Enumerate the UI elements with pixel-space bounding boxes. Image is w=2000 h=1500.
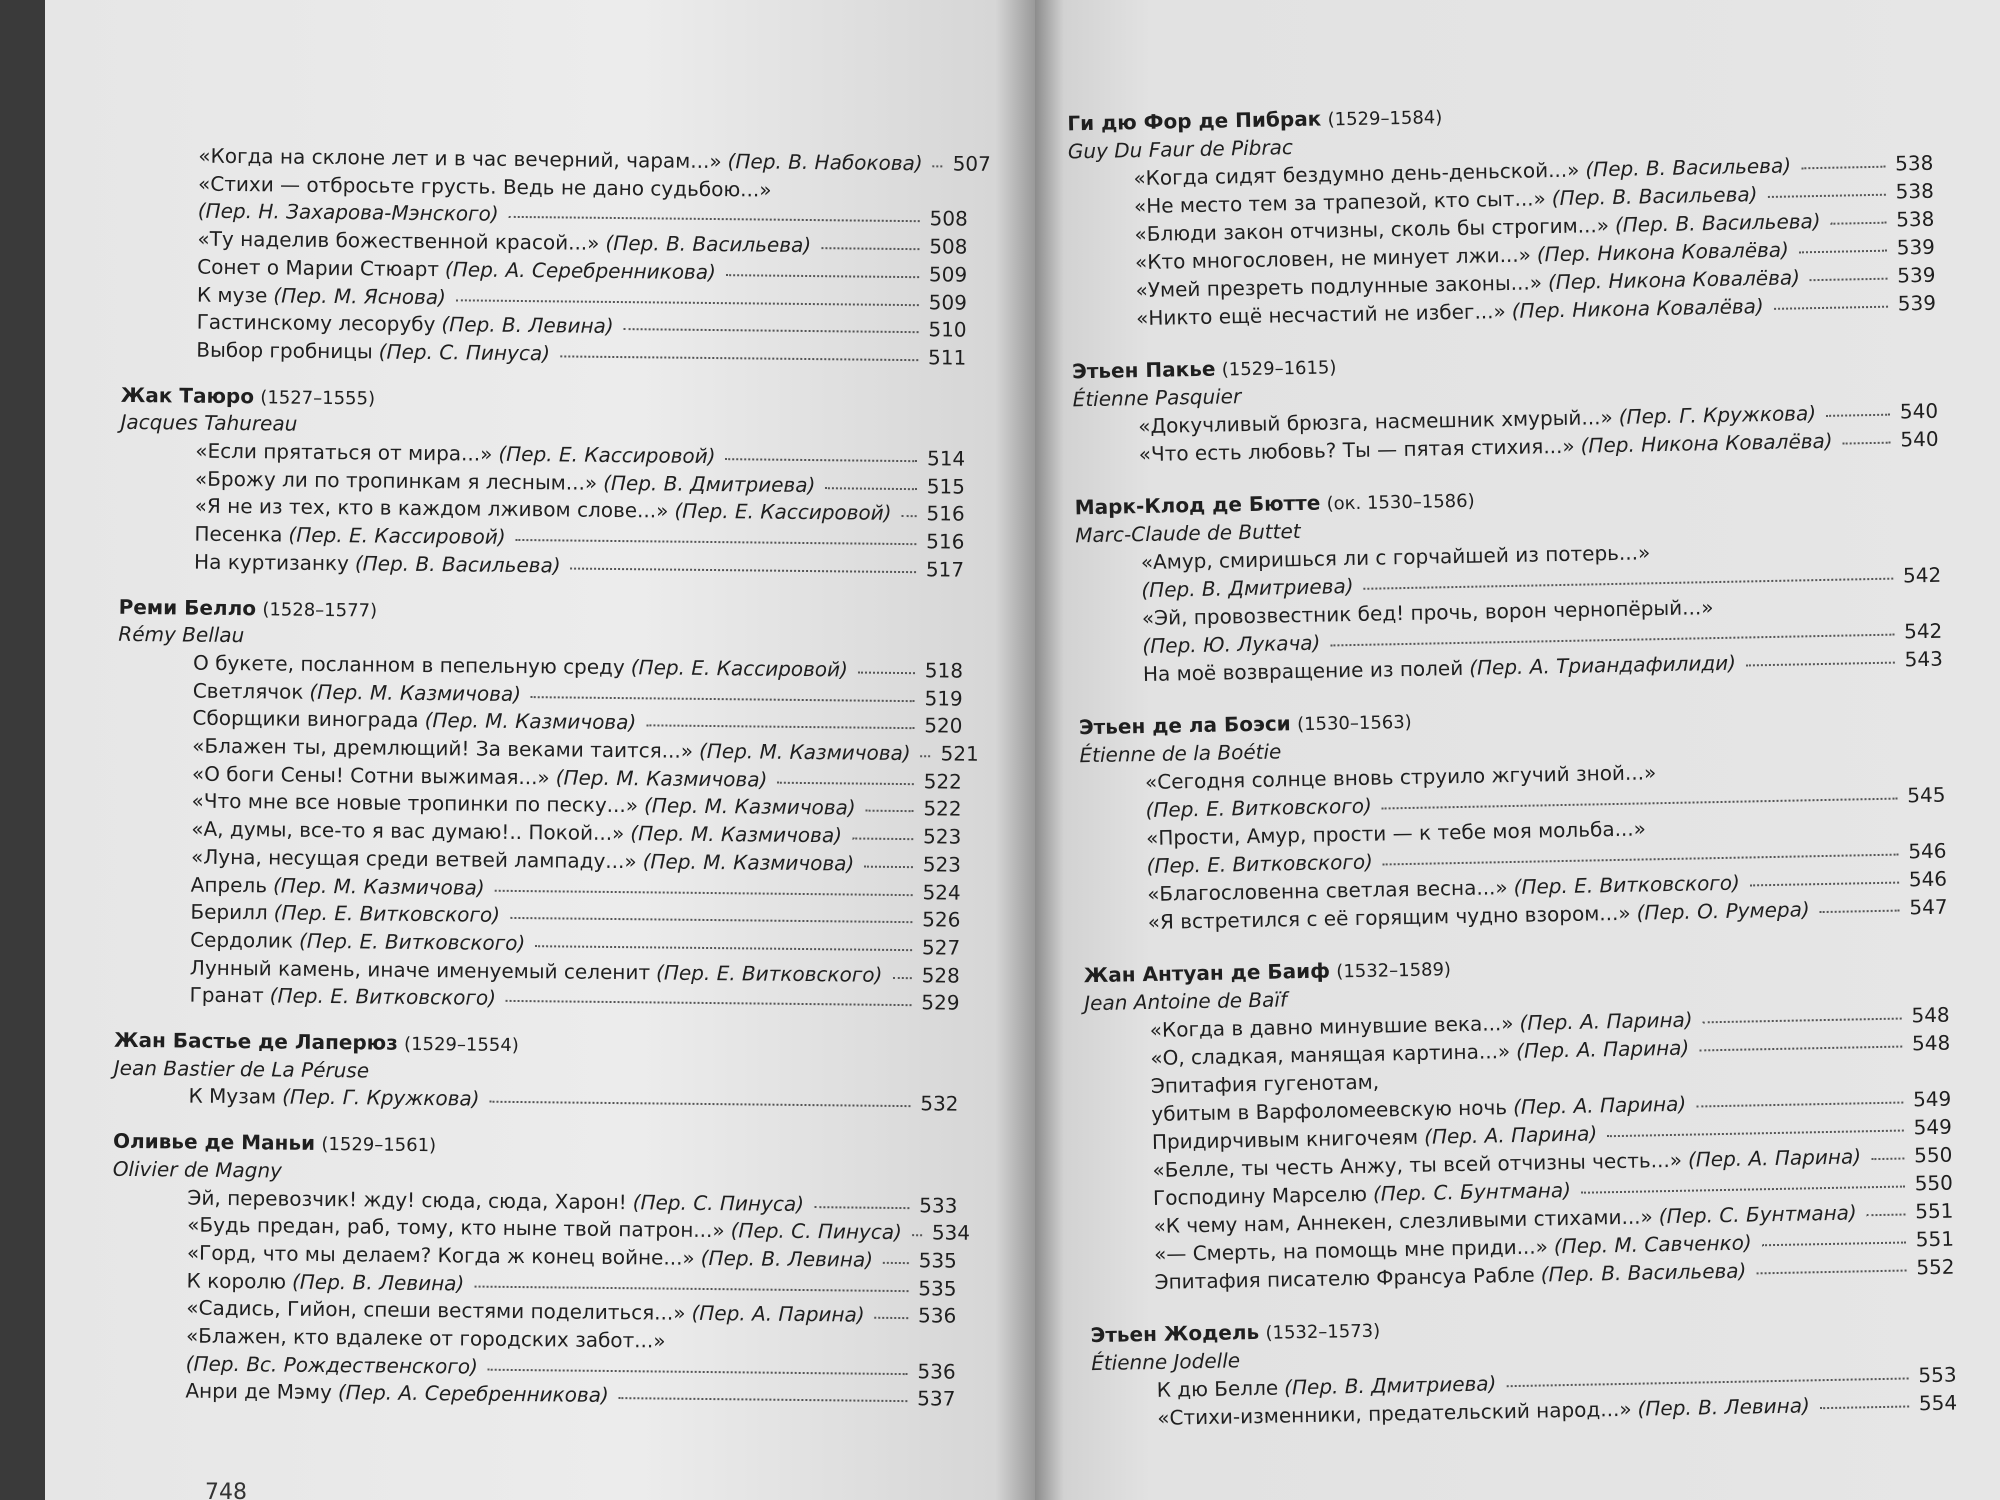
entry-translator: (Пер. А. Парина) bbox=[1423, 1121, 1598, 1149]
author-name: Этьен Пакье bbox=[1071, 356, 1216, 384]
entry-title: На куртизанку bbox=[194, 549, 350, 576]
entry-page-number: 542 bbox=[1902, 562, 1942, 588]
entry-translator: (Пер. В. Васильева) bbox=[354, 551, 561, 578]
entry-title: К Музам bbox=[188, 1083, 277, 1109]
entry-page-number: 550 bbox=[1913, 1142, 1953, 1168]
entry-title: На моё возвращение из полей bbox=[1142, 655, 1464, 687]
entry-translator: (Пер. О. Румера) bbox=[1636, 897, 1810, 925]
entry-translator: (Пер. В. Левина) bbox=[700, 1245, 874, 1272]
leader-dots bbox=[1607, 1128, 1904, 1138]
entry-title: «Когда на склоне лет и в час вечерний, чарам...» bbox=[198, 143, 722, 174]
entry-translator: (Пер. Е. Витковского) bbox=[1513, 870, 1741, 899]
entry-page-number: 538 bbox=[1895, 206, 1935, 232]
entry-translator: (Пер. М. Казмичова) bbox=[642, 849, 855, 876]
entry-translator: (Пер. В. Васильева) bbox=[605, 230, 812, 258]
entry-translator: (Пер. В. Левина) bbox=[441, 312, 614, 339]
entry-page-number: 508 bbox=[929, 206, 968, 232]
entry-page-number: 546 bbox=[1908, 838, 1947, 864]
leader-dots bbox=[571, 565, 916, 573]
entry-translator: (Пер. Е. Витковского) bbox=[269, 983, 497, 1011]
leader-dots bbox=[726, 272, 919, 278]
entry-title: «Стихи — отбросьте грусть. Ведь не дано судьбою...» bbox=[197, 171, 772, 202]
author-original-name: Olivier de Magny bbox=[112, 1156, 283, 1183]
entry-title: Сердолик bbox=[190, 927, 294, 953]
entry-translator: (Пер. А. Триандафилиди) bbox=[1468, 650, 1737, 680]
leader-dots bbox=[1799, 248, 1887, 254]
entry-page-number: 551 bbox=[1915, 1226, 1955, 1252]
entry-title: «Амур, смиришься ли с горчайшей из потерь...» bbox=[1140, 540, 1651, 575]
leader-dots bbox=[1820, 908, 1900, 914]
entry-translator: (Пер. М. Казмичова) bbox=[698, 738, 911, 766]
author-years: (1532–1573) bbox=[1265, 1320, 1381, 1344]
leader-dots bbox=[1762, 1240, 1906, 1247]
entry-page-number: 524 bbox=[922, 879, 961, 905]
entry-page-number: 511 bbox=[927, 345, 967, 370]
leader-dots bbox=[1810, 276, 1887, 281]
entry-title: «К чему нам, Аннекен, слезливыми стихами...» bbox=[1153, 1204, 1653, 1238]
entry-page-number: 549 bbox=[1913, 1114, 1953, 1140]
entry-translator: (Пер. Г. Кружкова) bbox=[1618, 401, 1817, 429]
entry-title: К дю Белле bbox=[1156, 1375, 1279, 1402]
entry-title: Сонет о Марии Стюарт bbox=[197, 254, 440, 281]
author-years: (1528–1577) bbox=[262, 598, 378, 622]
entry-title: «Эй, провозвестник бед! прочь, ворон чернопёрый...» bbox=[1141, 595, 1714, 631]
leader-dots bbox=[933, 163, 943, 167]
entry-translator: (Пер. М. Казмичова) bbox=[643, 793, 856, 820]
entry-translator: (Пер. Е. Кассировой) bbox=[674, 499, 892, 526]
entry-title: Апрель bbox=[190, 872, 268, 897]
entry-title: «О боги Сены! Сотни выжимая...» bbox=[191, 761, 550, 790]
entry-title: «Луна, несущая среди ветвей лампаду...» bbox=[190, 844, 637, 874]
entry-translator: (Пер. Е. Витковского) bbox=[298, 928, 526, 955]
entry-translator: (Пер. М. Казмичова) bbox=[630, 821, 843, 848]
entry-title: «Сегодня солнце вновь струило жгучий зной...» bbox=[1144, 760, 1657, 795]
left-page bbox=[45, 0, 1035, 1500]
entry-translator: (Пер. М. Казмичова) bbox=[424, 708, 637, 735]
entry-page-number: 529 bbox=[921, 990, 960, 1015]
entry-page-number: 537 bbox=[917, 1386, 956, 1412]
entry-title: «Будь предан, раб, тому, кто ныне твой патрон...» bbox=[187, 1212, 725, 1243]
leader-dots bbox=[1767, 192, 1885, 198]
entry-translator: (Пер. В. Васильева) bbox=[1540, 1258, 1747, 1287]
entry-title: «Когда в давно минувшие века...» bbox=[1149, 1011, 1514, 1042]
leader-dots bbox=[825, 485, 916, 490]
entry-title: Эпитафия писателю Франсуа Рабле bbox=[1154, 1262, 1535, 1294]
entry-translator: (Пер. Никона Ковалёва) bbox=[1511, 294, 1764, 323]
leader-dots bbox=[1699, 1044, 1902, 1052]
author-name: Этьен Жодель bbox=[1090, 1319, 1260, 1348]
entry-translator: (Пер. Н. Захарова-Мэнского) bbox=[197, 199, 499, 227]
entry-page-number: 545 bbox=[1907, 782, 1946, 808]
entry-title: «Брожу ли по тропинкам я лесным...» bbox=[194, 466, 598, 495]
entry-translator: (Пер. А. Парина) bbox=[1519, 1007, 1693, 1035]
leader-dots bbox=[495, 887, 913, 895]
leader-dots bbox=[619, 1395, 907, 1402]
author-original-name: Étienne de la Boétie bbox=[1079, 739, 1282, 768]
entry-page-number: 540 bbox=[1900, 426, 1939, 452]
entry-page-number: 548 bbox=[1911, 1030, 1951, 1056]
leader-dots bbox=[1831, 220, 1887, 225]
author-name: Марк-Клод де Бютте bbox=[1074, 490, 1321, 520]
entry-translator: (Пер. С. Пинуса) bbox=[378, 339, 551, 366]
entry-page-number: 554 bbox=[1918, 1390, 1958, 1416]
entry-title: Эпитафия гугенотам, bbox=[1150, 1069, 1380, 1098]
leader-dots bbox=[1506, 1375, 1908, 1387]
leader-dots bbox=[489, 1099, 910, 1107]
entry-page-number: 527 bbox=[921, 935, 961, 960]
author-name: Ги дю Фор де Пибрак bbox=[1067, 106, 1322, 136]
leader-dots bbox=[821, 245, 919, 250]
leader-dots bbox=[912, 1232, 922, 1236]
entry-page-number: 520 bbox=[924, 713, 963, 738]
author-name: Реми Белло bbox=[118, 594, 257, 620]
entry-translator: (Пер. Никона Ковалёва) bbox=[1580, 428, 1833, 458]
leader-dots bbox=[1383, 852, 1899, 866]
entry-translator: (Пер. Е. Кассировой) bbox=[630, 655, 849, 682]
leader-dots bbox=[921, 753, 931, 757]
entry-translator: (Пер. А. Парина) bbox=[1512, 1091, 1687, 1120]
entry-page-number: 516 bbox=[926, 529, 965, 554]
author-original-name: Jean Bastier de La Péruse bbox=[113, 1055, 370, 1083]
entry-translator: (Пер. Е. Витковского) bbox=[1146, 849, 1374, 879]
leader-dots bbox=[509, 214, 920, 222]
leader-dots bbox=[474, 1283, 908, 1292]
entry-page-number: 546 bbox=[1908, 866, 1948, 892]
entry-translator: (Пер. С. Бунтмана) bbox=[1372, 1177, 1572, 1206]
entry-page-number: 543 bbox=[1904, 646, 1944, 672]
entry-translator: (Пер. А. Парина) bbox=[691, 1301, 865, 1327]
entry-title: «Горд, что мы делаем? Когда ж конец войне...» bbox=[186, 1240, 695, 1270]
right-page bbox=[1035, 0, 2000, 1500]
entry-translator: (Пер. С. Пинуса) bbox=[632, 1189, 805, 1216]
entry-page-number: 521 bbox=[940, 741, 979, 766]
leader-dots bbox=[1801, 164, 1885, 170]
leader-dots bbox=[875, 1315, 909, 1319]
entry-title: «Благословенна светлая весна...» bbox=[1146, 875, 1508, 907]
toc-entry[interactable] bbox=[188, 1082, 958, 1118]
entry-translator: (Пер. М. Савченко) bbox=[1553, 1230, 1752, 1259]
leader-dots bbox=[531, 694, 915, 702]
page-folio: 748 bbox=[205, 1480, 247, 1500]
leader-dots bbox=[1382, 796, 1898, 810]
leader-dots bbox=[883, 1260, 909, 1264]
entry-translator: (Пер. М. Казмичова) bbox=[555, 765, 768, 792]
leader-dots bbox=[852, 836, 913, 841]
entry-title: Светлячок bbox=[192, 678, 304, 704]
leader-dots bbox=[892, 975, 911, 979]
author-years: (1529–1561) bbox=[321, 1134, 437, 1157]
entry-page-number: 539 bbox=[1897, 290, 1937, 316]
entry-page-number: 526 bbox=[922, 907, 961, 932]
entry-title: К королю bbox=[186, 1268, 287, 1294]
entry-title: Песенка bbox=[194, 521, 283, 547]
leader-dots bbox=[535, 943, 912, 951]
entry-title: «О, сладкая, манящая картина...» bbox=[1150, 1039, 1511, 1070]
entry-translator: (Пер. В. Васильева) bbox=[1585, 153, 1792, 182]
entry-translator: (Пер. В. Васильева) bbox=[1614, 208, 1821, 237]
entry-page-number: 535 bbox=[918, 1275, 957, 1301]
entry-title: убитым в Варфоломеевскую ночь bbox=[1151, 1095, 1508, 1126]
leader-dots bbox=[1330, 632, 1894, 647]
author-years: (ок. 1530–1586) bbox=[1326, 490, 1475, 515]
entry-title: Придирчивым книгочеям bbox=[1151, 1124, 1419, 1154]
entry-translator: (Пер. В. Левина) bbox=[291, 1269, 465, 1296]
entry-translator: (Пер. Е. Витковского) bbox=[655, 960, 883, 987]
entry-translator: (Пер. С. Пинуса) bbox=[730, 1218, 903, 1245]
entry-title: «Блюди закон отчизны, сколь бы строгим...» bbox=[1134, 213, 1610, 247]
entry-translator: (Пер. В. Левина) bbox=[1637, 1393, 1811, 1421]
entry-title: Эй, перевозчик! жду! сюда, сюда, Харон! bbox=[187, 1185, 627, 1214]
leader-dots bbox=[510, 915, 912, 923]
author-name: Жак Таюро bbox=[120, 382, 255, 408]
leader-dots bbox=[1750, 880, 1899, 887]
entry-title: Лунный камень, иначе именуемый селенит bbox=[189, 955, 651, 984]
entry-title: Берилл bbox=[190, 899, 268, 925]
leader-dots bbox=[814, 1204, 909, 1209]
entry-title: «— Смерть, на помощь мне приди...» bbox=[1153, 1234, 1549, 1266]
entry-page-number: 549 bbox=[1912, 1086, 1952, 1112]
entry-title: К музе bbox=[196, 282, 268, 307]
left-toc bbox=[45, 0, 1035, 1500]
entry-title: Сборщики винограда bbox=[192, 705, 419, 733]
entry-title: «Ту наделив божественной красой...» bbox=[197, 226, 600, 255]
entry-page-number: 516 bbox=[926, 501, 965, 527]
entry-title: «Прости, Амур, прости — к тебе моя мольба...» bbox=[1145, 816, 1647, 851]
entry-title: «Белле, ты честь Анжу, ты всей отчизны честь...» bbox=[1152, 1147, 1683, 1182]
entry-title: «Умей презреть подлунные законы...» bbox=[1135, 270, 1543, 303]
entry-translator: (Пер. В. Дмитриева) bbox=[1283, 1371, 1497, 1400]
entry-page-number: 519 bbox=[924, 685, 963, 711]
entry-page-number: 539 bbox=[1897, 262, 1936, 288]
entry-page-number: 533 bbox=[919, 1192, 958, 1218]
author-years: (1532–1589) bbox=[1336, 959, 1452, 983]
entry-page-number: 518 bbox=[924, 658, 964, 683]
entry-translator: (Пер. Никона Ковалёва) bbox=[1547, 265, 1801, 295]
entry-page-number: 553 bbox=[1918, 1362, 1957, 1388]
leader-dots bbox=[1826, 412, 1890, 417]
entry-page-number: 510 bbox=[928, 317, 967, 342]
entry-page-number: 536 bbox=[917, 1358, 956, 1384]
entry-translator: (Пер. А. Парина) bbox=[1515, 1035, 1690, 1063]
leader-dots bbox=[488, 1366, 908, 1374]
author-original-name: Rémy Bellau bbox=[118, 621, 245, 648]
entry-page-number: 528 bbox=[921, 962, 960, 988]
entry-title: «Не место тем за трапезой, кто сыт...» bbox=[1133, 186, 1546, 219]
leader-dots bbox=[864, 863, 913, 868]
entry-title: «Я встретился с её горящим чудно взором...» bbox=[1147, 900, 1631, 935]
entry-page-number: 535 bbox=[918, 1248, 957, 1273]
leader-dots bbox=[624, 326, 919, 333]
entry-title: «Я не из тех, кто в каждом лживом слове...» bbox=[194, 493, 669, 523]
author-original-name: Marc-Claude de Buttet bbox=[1075, 519, 1301, 548]
entry-title: Анри де Мэму bbox=[185, 1378, 333, 1405]
entry-translator: (Пер. М. Казмичова) bbox=[272, 872, 485, 900]
entry-page-number: 542 bbox=[1903, 618, 1943, 644]
author-original-name: Jean Antoine de Baïf bbox=[1084, 987, 1288, 1016]
entry-translator: (Пер. В. Дмитриева) bbox=[603, 470, 816, 497]
leader-dots bbox=[1820, 1403, 1909, 1409]
leader-dots bbox=[456, 297, 919, 306]
entry-title: Господину Марселю bbox=[1152, 1181, 1368, 1210]
author-name: Жан Бастье де Лаперюз bbox=[113, 1027, 398, 1055]
entry-page-number: 540 bbox=[1899, 398, 1939, 424]
author-years: (1529–1584) bbox=[1327, 107, 1443, 131]
entry-page-number: 539 bbox=[1896, 234, 1936, 260]
entry-translator: (Пер. М. Казмичова) bbox=[309, 679, 522, 706]
leader-dots bbox=[901, 513, 916, 517]
entry-translator: (Пер. Е. Витковского) bbox=[273, 900, 501, 928]
entry-title: Выбор гробницы bbox=[196, 337, 373, 364]
entry-translator: (Пер. Е. Витковского) bbox=[1145, 793, 1373, 823]
entry-translator: (Пер. В. Набокова) bbox=[727, 149, 923, 176]
author-years: (1529–1615) bbox=[1221, 357, 1337, 381]
entry-title: О букете, посланном в пепельную среду bbox=[192, 650, 625, 679]
entry-title: «Садись, Гийон, спеши вестями поделиться...» bbox=[186, 1295, 686, 1326]
entry-translator: (Пер. М. Яснова) bbox=[273, 282, 447, 309]
entry-translator: (Пер. С. Бунтмана) bbox=[1658, 1200, 1857, 1229]
leader-dots bbox=[1581, 1184, 1905, 1194]
entry-translator: (Пер. Вс. Рождественского) bbox=[185, 1351, 478, 1379]
author-years: (1529–1554) bbox=[404, 1033, 519, 1057]
leader-dots bbox=[646, 723, 914, 730]
entry-page-number: 532 bbox=[920, 1091, 959, 1117]
leader-dots bbox=[1364, 576, 1894, 590]
leader-dots bbox=[777, 779, 913, 784]
leader-dots bbox=[516, 537, 917, 545]
leader-dots bbox=[1774, 304, 1888, 310]
right-toc bbox=[1035, 0, 2000, 1500]
entry-page-number: 552 bbox=[1916, 1254, 1955, 1280]
entry-page-number: 509 bbox=[928, 262, 968, 287]
author-name: Этьен де ла Боэси bbox=[1078, 711, 1291, 740]
entry-translator: (Пер. Е. Кассировой) bbox=[498, 441, 716, 469]
leader-dots bbox=[1867, 1212, 1906, 1217]
entry-title: «Когда сидят бездумно день-деньской...» bbox=[1133, 157, 1580, 191]
leader-dots bbox=[1843, 440, 1891, 445]
entry-translator: (Пер. Е. Кассировой) bbox=[288, 522, 506, 549]
leader-dots bbox=[866, 808, 914, 812]
entry-translator: (Пер. Никона Ковалёва) bbox=[1536, 237, 1790, 267]
entry-page-number: 514 bbox=[926, 446, 966, 471]
entry-title: «Что есть любовь? Ты — пятая стихия...» bbox=[1138, 433, 1575, 467]
author-name: Жан Антуан де Баиф bbox=[1083, 958, 1331, 988]
leader-dots bbox=[506, 998, 911, 1006]
leader-dots bbox=[1756, 1268, 1906, 1275]
entry-title: Гастинскому лесорубу bbox=[196, 309, 436, 337]
entry-translator: (Пер. А. Серебренникова) bbox=[444, 257, 716, 284]
entry-page-number: 548 bbox=[1911, 1002, 1950, 1028]
entry-title: «Если прятаться от мира...» bbox=[195, 438, 493, 466]
entry-page-number: 517 bbox=[925, 557, 965, 582]
author-original-name: Étienne Jodelle bbox=[1090, 1348, 1241, 1376]
entry-page-number: 550 bbox=[1914, 1170, 1954, 1196]
leader-dots bbox=[858, 669, 915, 674]
entry-page-number: 538 bbox=[1895, 178, 1935, 204]
entry-page-number: 534 bbox=[931, 1220, 971, 1245]
leader-dots bbox=[1871, 1156, 1904, 1161]
entry-page-number: 515 bbox=[926, 473, 966, 499]
entry-page-number: 547 bbox=[1909, 894, 1948, 920]
entry-translator: (Пер. В. Васильева) bbox=[1551, 182, 1758, 211]
entry-title: «А, думы, все-то я вас думаю!.. Покой...» bbox=[191, 816, 625, 846]
entry-page-number: 536 bbox=[917, 1303, 957, 1328]
entry-translator: (Пер. Ю. Лукача) bbox=[1142, 630, 1321, 659]
leader-dots bbox=[1746, 660, 1895, 667]
entry-page-number: 522 bbox=[923, 768, 962, 794]
entry-page-number: 551 bbox=[1914, 1198, 1954, 1224]
entry-page-number: 507 bbox=[952, 151, 991, 176]
entry-page-number: 523 bbox=[922, 824, 962, 849]
entry-title: «Кто многословен, не минует лжи...» bbox=[1134, 242, 1532, 275]
leader-dots bbox=[1703, 1016, 1902, 1024]
entry-title: «Стихи-изменники, предательский народ...» bbox=[1157, 1396, 1632, 1430]
entry-translator: (Пер. А. Парина) bbox=[1687, 1144, 1862, 1172]
author-original-name: Jacques Tahureau bbox=[120, 410, 298, 436]
entry-title: Гранат bbox=[189, 982, 264, 1008]
entry-title: «Блажен, кто вдалеке от городских забот...» bbox=[185, 1323, 666, 1353]
entry-page-number: 522 bbox=[923, 796, 962, 822]
entry-title: «Блажен ты, дремлющий! За веками таится...» bbox=[192, 733, 694, 763]
leader-dots bbox=[560, 353, 918, 361]
author-name: Оливье де Маньи bbox=[112, 1128, 316, 1155]
entry-translator: (Пер. В. Дмитриева) bbox=[1141, 573, 1354, 603]
entry-title: «Никто ещё несчастий не избег...» bbox=[1135, 299, 1506, 331]
entry-translator: (Пер. Г. Кружкова) bbox=[282, 1084, 480, 1111]
entry-page-number: 508 bbox=[929, 234, 968, 259]
author-years: (1527–1555) bbox=[260, 386, 376, 410]
entry-page-number: 523 bbox=[922, 852, 962, 877]
author-years: (1530–1563) bbox=[1296, 711, 1412, 736]
entry-page-number: 538 bbox=[1894, 150, 1934, 176]
entry-translator: (Пер. А. Серебренникова) bbox=[337, 1380, 609, 1408]
author-original-name: Étienne Pasquier bbox=[1072, 384, 1242, 412]
entry-page-number: 509 bbox=[928, 289, 968, 315]
leader-dots bbox=[725, 456, 917, 462]
leader-dots bbox=[1696, 1100, 1903, 1108]
entry-title: «Докучливый брюзга, насмешник хмурый...» bbox=[1137, 404, 1613, 439]
author-original-name: Guy Du Faur de Pibrac bbox=[1067, 135, 1294, 164]
entry-title: «Что мне все новые тропинки по песку...» bbox=[191, 788, 639, 818]
